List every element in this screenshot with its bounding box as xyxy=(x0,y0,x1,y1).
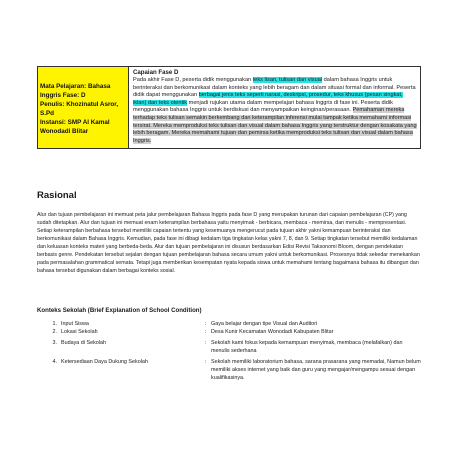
subject-value: Inggris Fase: D xyxy=(40,91,86,99)
institution-value: Wonodadi Blitar xyxy=(40,127,89,135)
konteks-list xyxy=(37,320,427,384)
author-degree: S.Pd xyxy=(40,109,54,117)
konteks-item-colon: : xyxy=(205,340,207,346)
konteks-item-label: Budaya di Sekolah xyxy=(61,340,106,346)
capaian-table xyxy=(37,66,421,149)
konteks-item-colon: : xyxy=(205,359,207,365)
konteks-item xyxy=(37,328,427,339)
capaian-paragraph xyxy=(133,77,417,145)
konteks-item-label: Ketersediaan Daya Dukung Sekolah xyxy=(61,359,148,365)
konteks-item-value: Sekolah memiliki laboratorium bahasa, sarana prasarana yang memadai, Namun belum memiliki akses internet yang baik dan guru yang mengajar/mengampu sesuai dengan kualifikasinya. xyxy=(211,359,421,382)
course-info-cell xyxy=(38,67,129,149)
konteks-item xyxy=(37,358,427,384)
capaian-highlight-2: berbagai jenis teks seperti narasi, deskripsi, prosedur, teks khusus (pesan singkat, iklan) dan teks otentik xyxy=(133,92,403,106)
author-label: Penulis: Khozinatul Asror, xyxy=(40,100,119,108)
konteks-item-colon: : xyxy=(205,329,207,335)
konteks-item xyxy=(37,320,427,328)
capaian-highlight-3: Pemahaman mereka terhadap teks tulisan semakin berkembang dan keterampilan inferensi mulai tampak ketika memahami informasi tersirat. Mereka memproduksi teks tulisan dan visual dalam bahasa Inggris yang terstruktur dengan kosakata yang lebih beragam. Mereka memahami tujuan dan pemirsa ketika memproduksi teks tulisan dan visual dalam bahasa Inggris. xyxy=(133,107,417,144)
konteks-heading: Konteks Sekolah (Brief Explanation of School Condition) xyxy=(37,307,202,314)
capaian-text-3: menjadi rujukan utama dalam mempelajari bahasa Inggris di fase ini. Peserta didik menggunakan bahasa Inggris untuk berdiskusi dan menyampaikan keinginan/perasaan. xyxy=(133,99,393,114)
capaian-text-1: Pada akhir Fase D, peserta didik menggunakan xyxy=(133,77,253,83)
rasional-heading: Rasional xyxy=(37,190,77,201)
konteks-item-number: 1. xyxy=(52,321,57,327)
konteks-item-number: 2. xyxy=(52,329,57,335)
capaian-highlight-1: teks lisan, tulisan dan visual xyxy=(252,77,323,83)
rasional-body: Alur dan tujuan pembelajaran ini memuat peta jalur pembelajaran Bahasa Inggris pada fase D yang merupakan turunan dari capaian pembelajaran (CP) yang sudah ditetapkan. Alur dan tujuan ini memuat enam keterampilan berbahasa yaitu menyimak - berbicara, membaca - memirsa, dan menulis - mempresentasi. Setiap keterampilan berbahasa tersebut memiliki capaian tertentu yang kesemuanya mengerucut pada tujuan akhir yakni kemampuan berinteraksi dan berkomunikasi dalam Bahasa Inggris. Kemudian, pada fase ini dibagi kedalam tiga tingkatan kelas yakni 7, 8, dan 9. Setiap tingkatan tersebut memiliki kedalaman dan keluasan konteks materi yang berbeda-beda. Alur dan tujuan pembelajaran ini disusun berdasarkan Edisi Revisi Taksonomi Bloom, dengan pendekatan berbasis genre. Pendekatan tersebut sejalan dengan tujuan pembelajaran bahasa secara umum yakni untuk berkomunikasi. Prosesnya tidak sekedar menekankan pada permasalahan grammatical semata. Tetapi juga memberikan kesempatan nyata kepada siswa untuk memahami tentang bagaimana bahasa itu dibangun dan bahasa tersebut digunakan dalam berbagai konteks sosial. xyxy=(37,212,420,275)
capaian-text-2: dalam bahasa Inggris untuk berinteraksi dan berkomunikasi dalam konteks yang lebih beragam dan dalam situasi formal dan informal. Peserta didik dapat menggunakan xyxy=(133,77,416,99)
konteks-item xyxy=(37,339,427,358)
subject-label: Mata Pelajaran: Bahasa xyxy=(40,83,111,90)
konteks-item-number: 4. xyxy=(52,359,57,365)
capaian-title: Capaian Fase D xyxy=(133,69,179,76)
konteks-item-value: Gaya belajar dengan tipe Visual dan Auditori xyxy=(211,321,318,327)
konteks-item-label: Input Siswa xyxy=(61,321,89,327)
konteks-item-colon: : xyxy=(205,321,207,327)
konteks-item-value: Desa Kunir Kecamatan Wonodadi Kabupaten Blitar xyxy=(211,329,334,335)
institution-label: Instansi: SMP Al Kamal xyxy=(40,118,110,126)
konteks-item-number: 3. xyxy=(52,340,57,346)
capaian-cell xyxy=(129,67,421,149)
konteks-item-label: Lokasi Sekolah xyxy=(61,329,98,335)
konteks-item-value: Sekolah kami fokus kepada kemampuan menyimak, membaca (melafalkan) dan menulis sederhana xyxy=(211,340,403,355)
